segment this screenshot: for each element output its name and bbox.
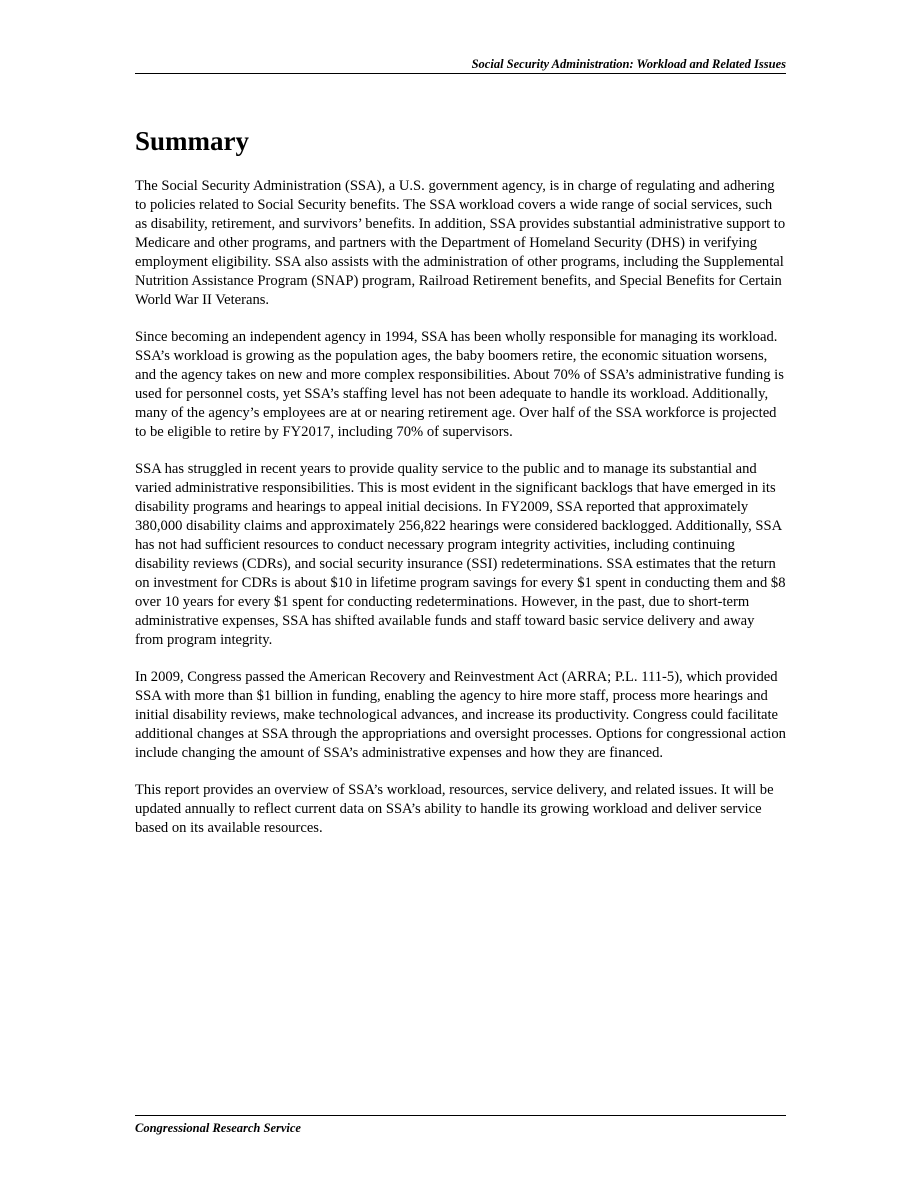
paragraph-arra: In 2009, Congress passed the American Recovery and Reinvestment Act (ARRA; P.L. 111-5), which provided SSA with more than $1 billion in funding, enabling the agency to hire more staff, process more hearings and initial disability reviews, make technological advances, and increase its productivity. Congress could facilitate additional changes at SSA through the appropriations and oversight processes. Options for congressional action include changing the amount of SSA’s administrative expenses and how they are financed.: [135, 669, 786, 761]
header-divider: [135, 73, 786, 74]
footer-divider: [135, 1115, 786, 1116]
running-footer: Congressional Research Service: [135, 1121, 301, 1135]
paragraph-workload: Since becoming an independent agency in 1994, SSA has been wholly responsible for managing its workload. SSA’s workload is growing as the population ages, the baby boomers retire, the economic situation worsens, and the agency takes on new and more complex responsibilities. About 70% of SSA’s administrative funding is used for personnel costs, yet SSA’s staffing level has not been adequate to handle its workload. Additionally, many of the agency’s employees are at or nearing retirement age. Over half of the SSA workforce is projected to be eligible to retire by FY2017, including 70% of supervisors.: [135, 329, 784, 440]
summary-body: [135, 177, 786, 856]
paragraph-ssa-overview: The Social Security Administration (SSA), a U.S. government agency, is in charge of regulating and adhering to policies related to Social Security benefits. The SSA workload covers a wide range of social services, such as disability, retirement, and survivors’ benefits. In addition, SSA provides substantial administrative support to Medicare and other programs, and partners with the Department of Homeland Security (DHS) in verifying employment eligibility. SSA also assists with the administration of other programs, including the Supplemental Nutrition Assistance Program (SNAP) program, Railroad Retirement benefits, and Special Benefits for Certain World War II Veterans.: [135, 178, 786, 308]
paragraph-report-overview: This report provides an overview of SSA’s workload, resources, service delivery, and related issues. It will be updated annually to reflect current data on SSA’s ability to handle its growing workload and deliver service based on its available resources.: [135, 782, 774, 836]
paragraph-backlogs: SSA has struggled in recent years to provide quality service to the public and to manage its substantial and varied administrative responsibilities. This is most evident in the significant backlogs that have emerged in its disability programs and hearings to appeal initial decisions. In FY2009, SSA reported that approximately 380,000 disability claims and approximately 256,822 hearings were considered backlogged. Additionally, SSA has not had sufficient resources to conduct necessary program integrity activities, including continuing disability reviews (CDRs), and social security insurance (SSI) redeterminations. SSA estimates that the return on investment for CDRs is about $10 in lifetime program savings for every $1 spent in conducting them and $8 over 10 years for every $1 spent for conducting redeterminations. However, in the past, due to short-term administrative expenses, SSA has shifted available funds and staff toward basic service delivery and away from program integrity.: [135, 461, 786, 648]
page-title: Summary: [135, 126, 249, 156]
running-header: Social Security Administration: Workload and Related Issues: [471, 57, 786, 71]
